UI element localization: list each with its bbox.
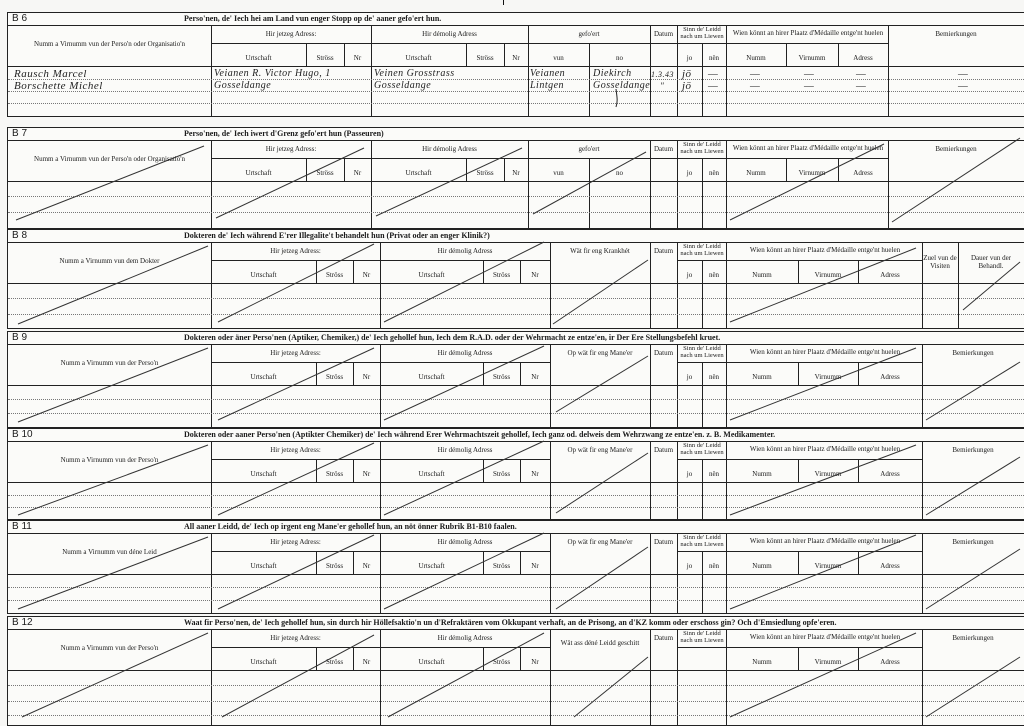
col-visits-label: Zuel vun de Visiten [923,254,957,270]
sub-firstname-label: Virnumm [814,658,842,666]
cancel-strokes [8,429,1024,519]
section-heading: Dokteren de' Iech während E'rer Illegalite't behandelt hun (Privat oder an enger Klinik?) [184,231,490,240]
sub-yes-label: jo [686,470,693,478]
sub-firstname-label: Virnumm [814,271,842,279]
sub-yes-label: jo [686,169,693,177]
sub-firstname-label: Virnumm [798,169,826,177]
col-date-label: Datum [653,30,674,38]
cancel-strokes [8,617,1024,725]
col-alive-label: Sinn de' Leidd nach um Liewen [680,442,724,456]
col-transported-label: gefo'ert [578,30,600,38]
sub-nr-label: Nr [512,169,520,177]
sub-street-label: Ströss [325,373,344,381]
col-transported-label: gefo'ert [578,145,600,153]
sub-street-label: Ströss [492,658,511,666]
section-code: B 12 [12,617,33,628]
sub-town-label: Urtschaft [418,658,445,666]
sub-nr-label: Nr [362,470,371,478]
sub-no-label: nën [708,169,720,177]
sub-street-label: Ströss [492,373,511,381]
sub-name-label: Numm [752,271,772,279]
col-medal-label: Wien könnt an hirer Plaatz d'Médaille entge'nt huelen [749,348,901,356]
col-date-label: Datum [653,538,674,546]
section-heading: Waat fir Perso'nen, de' Iech gehollef hun, sin durch hir Höllefsaktio'n un d'Refraktären vom Okkupant verhaft, an de Prisong, an d'KZ komm oder erschoss gin? Och d'Emsiedlung opfe'eren. [184,618,837,627]
entry-current-address: Veianen R. Victor Hugo, 1 [214,68,331,79]
col-remarks-label: Bemierkungen [952,538,994,546]
entry-medal-address: — [856,80,867,92]
sub-name-label: Numm [752,373,772,381]
entry-not-alive: — [708,68,719,80]
sub-nr-label: Nr [353,54,362,62]
sub-street-label: Ströss [476,169,494,177]
col-remarks-label: Bemierkungen [935,30,977,38]
entry-medal-firstname: — [804,80,815,92]
sub-street-label: Ströss [325,562,344,570]
sub-street-label: Ströss [476,54,494,62]
col-date-label: Datum [653,145,674,153]
sub-name-label: Numm [752,470,772,478]
col-medal-label: Wien könnt an hirer Plaatz d'Médaille entge'nt huelen [749,445,901,453]
entry-medal-address: — [856,68,867,80]
col-current-address-label: Hir jetzeg Adress: [270,349,321,357]
sub-street-label: Ströss [492,271,511,279]
col-remarks-label: Bemierkungen [935,145,977,153]
sub-firstname-label: Virnumm [798,54,826,62]
column-headers [8,25,1024,67]
sub-street-label: Ströss [325,271,344,279]
col-date-label: Datum [653,634,674,642]
sub-town-label: Urtschaft [250,373,277,381]
sub-nr-label: Nr [362,271,371,279]
col-alive-label: Sinn de' Leidd nach um Liewen [680,630,724,644]
sub-street-label: Ströss [325,470,344,478]
sub-address-label: Adress [880,470,900,478]
section-b7 [7,127,1024,229]
col-former-address-label: Hir démolig Adress [437,538,493,546]
section-heading: All aaner Leidd, de' Iech op irgent eng Mane'er gehollef hun, an nöt önner Rubrik B1-B10 faalen. [184,522,517,531]
col-medal-label: Wien könnt an hirer Plaatz d'Médaille entge'nt huelen [732,29,884,37]
sub-firstname-label: Virnumm [814,562,842,570]
entry-from: Veianen [530,68,566,79]
col-current-address-label: Hir jetzeg Adress: [270,446,321,454]
sub-yes-label: jo [686,562,693,570]
col-former-address-label: Hir démolig Adress [437,634,493,642]
sub-address-label: Adress [853,169,873,177]
sub-town-label: Urtschaft [250,470,277,478]
col-duration-label: Dauer vun der Behandl. [970,254,1012,270]
entry-to: Diekirch [593,68,632,79]
col-former-address-label: Hir démolig Adress [437,247,493,255]
entry-former-address: Gosseldange [374,80,432,91]
sub-yes-label: jo [686,271,693,279]
col-manner-label: Op wät fir eng Mane'er [567,349,633,357]
section-code: B 8 [12,230,28,241]
col-person-label: Numm a Virnumm vun déne Leid [62,548,157,556]
col-current-address-label: Hir jetzeg Adress: [265,30,317,38]
entry-not-alive: — [708,80,719,92]
sub-town-label: Urtschaft [418,271,445,279]
sub-town-label: Urtschaft [250,562,277,570]
col-alive-label: Sinn de' Leidd nach um Liewen [680,26,724,40]
section-code: B 9 [12,332,28,343]
col-medal-label: Wien könnt an hirer Plaatz d'Médaille entge'nt huelen [749,633,901,641]
entry-former-address: Veinen Grosstrass [374,68,455,79]
sub-address-label: Adress [880,658,900,666]
entry-medal-name: — [750,68,761,80]
sub-town-label: Urtschaft [405,169,432,177]
sub-street-label: Ströss [325,658,344,666]
col-alive-label: Sinn de' Leidd nach um Liewen [680,345,724,359]
sub-nr-label: Nr [512,54,520,62]
col-person-label: Numm a Virnumm vun der Perso'n [60,359,159,367]
sub-name-label: Numm [752,658,772,666]
cancel-strokes [8,332,1024,427]
col-current-address-label: Hir jetzeg Adress: [270,247,321,255]
sub-firstname-label: Virnumm [814,470,842,478]
sub-yes-label: jo [686,54,693,62]
col-what-happened-label: Wät ass déné Leidd geschitt [560,639,640,647]
col-medal-label: Wien könnt an hirer Plaatz d'Médaille entge'nt huelen [749,246,901,254]
section-heading: Dokteren oder äner Perso'nen (Aptiker, Chemiker,) de' Iech gehollef hun, Iech dem R.A.D. oder der Wehrmacht ze entze'en, ir Der Ere Stellungsbefehl kruet. [184,333,721,342]
col-remarks-label: Bemierkungen [952,446,994,454]
sub-street-label: Ströss [492,470,511,478]
sub-to-label: no [616,54,623,62]
sub-town-label: Urtschaft [250,658,277,666]
col-remarks-label: Bemierkungen [952,634,994,642]
entry-date: " [660,81,665,91]
sub-nr-label: Nr [362,658,371,666]
section-b6 [7,12,1024,117]
sub-street-label: Ströss [492,562,511,570]
sub-from-label: vun [553,54,564,62]
entry-name: Borschette Michel [14,80,103,92]
sub-firstname-label: Virnumm [814,373,842,381]
top-tick-mark [503,0,504,5]
entry-from: Lintgen [530,80,565,91]
col-alive-label: Sinn de' Leidd nach um Liewen [680,534,724,548]
col-manner-label: Op wät fir eng Mane'er [567,538,633,546]
section-code: B 11 [12,521,32,532]
sub-no-label: nën [708,562,720,570]
col-illness-label: Wät fir eng Krankhét [570,247,630,255]
cancel-strokes [8,230,1024,328]
col-date-label: Datum [653,349,674,357]
sub-address-label: Adress [880,562,900,570]
section-code: B 6 [12,13,28,24]
sub-name-label: Numm [746,54,766,62]
data-rows [8,67,1024,116]
sub-no-label: nën [708,373,720,381]
entry-alive: jö [682,68,692,80]
col-former-address-label: Hir démolig Adress [437,349,493,357]
col-remarks-label: Bemierkungen [952,349,994,357]
sub-name-label: Numm [752,562,772,570]
sub-town-label: Urtschaft [418,470,445,478]
section-heading: Perso'nen, de' Iech iwert d'Grenz gefo'ert hun (Passeuren) [184,129,384,138]
sub-address-label: Adress [880,373,900,381]
sub-no-label: nën [708,54,720,62]
section-b9 [7,331,1024,428]
col-current-address-label: Hir jetzeg Adress: [270,538,321,546]
cancel-strokes [8,521,1024,613]
sub-town-label: Urtschaft [245,54,272,62]
section-heading: Dokteren oder aaner Perso'nen (Aptikter Chemiker) de' Iech während Erer Wehrmachtszeit gehollef, Iech ganz od. delweis dem Wehrzwang ze entze'en. z. B. Medikamenter. [184,430,776,439]
col-manner-label: Op wät fir eng Mane'er [567,446,633,454]
col-alive-label: Sinn de' Leidd nach um Liewen [680,243,724,257]
sub-street-label: Ströss [316,169,334,177]
col-former-address-label: Hir démolig Adress [437,446,493,454]
sub-town-label: Urtschaft [250,271,277,279]
col-alive-label: Sinn de' Leidd nach um Liewen [680,141,724,155]
sub-nr-label: Nr [362,562,371,570]
entry-date: 1.3.43 [651,70,674,79]
section-code: B 7 [12,128,28,139]
sub-yes-label: jo [686,373,693,381]
col-person-label: Numm a Virnumm vun der Perso'n oder Organisatio'n [34,40,185,48]
sub-nr-label: Nr [531,562,539,570]
col-medal-label: Wien könnt an hirer Plaatz d'Médaille entge'nt huelen [749,537,901,545]
entry-alive: jö [682,80,692,92]
section-heading: Perso'nen, de' Iech hei am Land vun enger Stopp op de' aaner gefo'ert hun. [184,14,442,23]
sub-no-label: nën [708,271,720,279]
col-medal-label: Wien könnt an hirer Plaatz d'Médaille entge'nt huelen [732,144,884,152]
section-b11 [7,520,1024,614]
sub-nr-label: Nr [531,373,539,381]
sub-town-label: Urtschaft [418,373,445,381]
entry-remarks: — [958,80,969,92]
col-person-label: Numm a Virnumm vun dem Dokter [59,257,160,265]
sub-town-label: Urtschaft [405,54,432,62]
sub-name-label: Numm [746,169,766,177]
section-b12 [7,616,1024,726]
col-date-label: Datum [653,446,674,454]
entry-name: Rausch Marcel [14,68,87,80]
sub-nr-label: Nr [353,169,362,177]
sub-address-label: Adress [853,54,873,62]
sub-no-label: nën [708,470,720,478]
sub-street-label: Ströss [316,54,334,62]
sub-nr-label: Nr [531,658,539,666]
sub-nr-label: Nr [531,470,539,478]
col-current-address-label: Hir jetzeg Adress: [265,145,317,153]
section-b10 [7,428,1024,520]
sub-town-label: Urtschaft [245,169,272,177]
pen-stroke [8,67,1024,116]
cancel-strokes [8,128,1024,228]
col-current-address-label: Hir jetzeg Adress: [270,634,321,642]
entry-current-address: Gosseldange [214,80,272,91]
entry-medal-firstname: — [804,68,815,80]
sub-nr-label: Nr [531,271,539,279]
col-person-label: Numm a Virnumm vun der Perso'n [60,644,159,652]
sub-to-label: no [616,169,623,177]
col-former-address-label: Hir démolig Adress [422,145,477,153]
col-person-label: Numm a Virnumm vun der Perso'n [60,456,159,464]
col-former-address-label: Hir démolig Adress [422,30,477,38]
sub-town-label: Urtschaft [418,562,445,570]
section-code: B 10 [12,429,33,440]
sub-address-label: Adress [880,271,900,279]
entry-to: Gosseldange [593,80,651,91]
entry-medal-name: — [750,80,761,92]
col-date-label: Datum [653,247,674,255]
sub-nr-label: Nr [362,373,371,381]
col-person-label: Numm a Virnumm vun der Perso'n oder Organisatio'n [34,155,185,163]
sub-from-label: vun [553,169,564,177]
section-b8 [7,229,1024,329]
entry-remarks: — [958,68,969,80]
